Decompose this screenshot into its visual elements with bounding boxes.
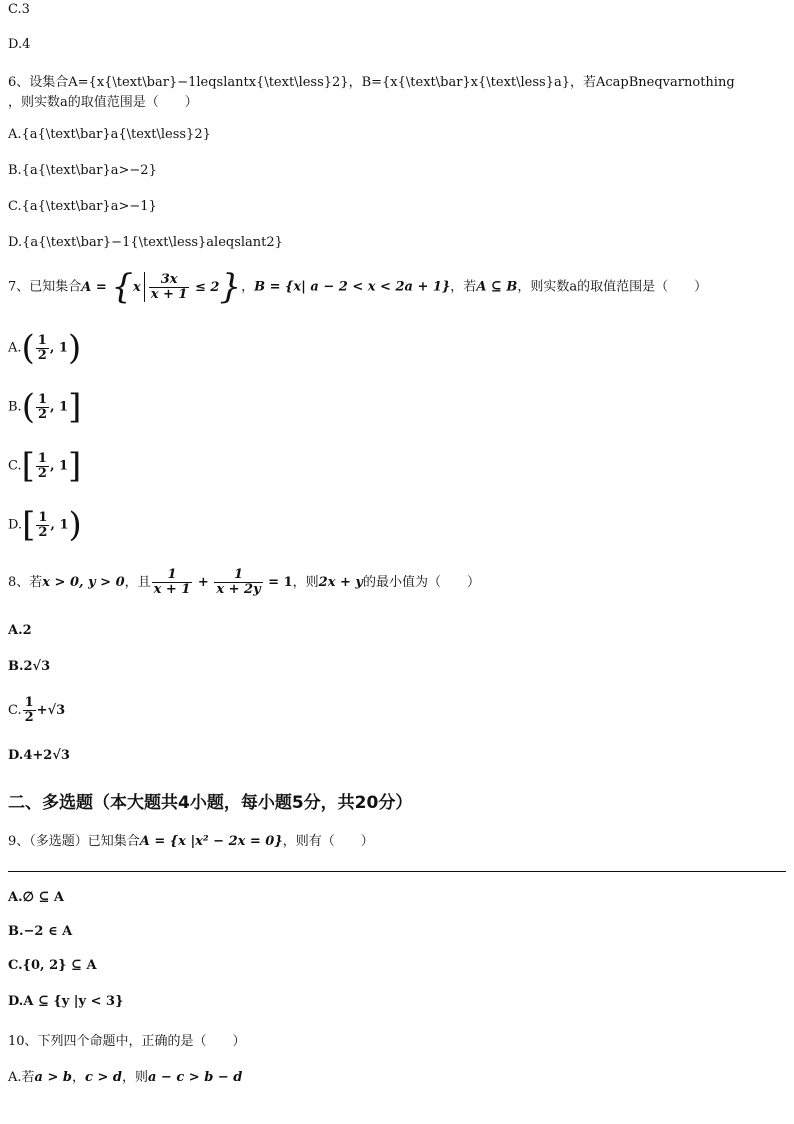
q9-option-d: D.A ⊆ {y |y < 3}: [8, 994, 124, 1009]
q9-option-b: B.−2 ∈ A: [8, 924, 73, 939]
q6-option-d: D.{a{\text\bar}−1{\text\less}aleqslant2}: [8, 235, 283, 250]
divider: [8, 871, 786, 872]
q6-option-a: A.{a{\text\bar}a{\text\less}2}: [8, 127, 211, 142]
q7-option-b: B.( $\frac{1}{2}$ , 1]: [8, 387, 82, 427]
question-9: 9、（多选题）已知集合A = {x |x² − 2x = 0}，则有（ ）: [8, 834, 374, 849]
option-d-prev: D.4: [8, 37, 31, 52]
question-10: 10、下列四个命题中，正确的是（ ）: [8, 1034, 246, 1049]
q6-option-c: C.{a{\text\bar}a>−1}: [8, 199, 157, 214]
q7-option-d: D.[ $\frac{1}{2}$ , 1): [8, 505, 82, 545]
q7-comma: ，: [241, 279, 255, 295]
question-8: 8、若x > 0, y > 0，且 $\frac{1}{x + 1}$ + $\frac{1}{x + 2y}$ = 1，则2x + y的最小值为（ ）: [8, 567, 480, 597]
option-c-prev: C.3: [8, 2, 30, 17]
question-6-cont: ，则实数a的取值范围是（ ）: [8, 95, 198, 110]
q10-option-a: A.若a > b，c > d，则a − c > b − d: [8, 1070, 243, 1085]
q8-option-d: D.4+2√3: [8, 748, 70, 763]
q9-option-c: C.{0, 2} ⊆ A: [8, 958, 97, 973]
q8-option-c: C. $\frac{1}{2}$ +√3: [8, 695, 66, 725]
question-6: 6、设集合A={x{\text\bar}−1leqslantx{\text\less}2}，B={x{\text\bar}x{\text\less}a}，若AcapBneqvarnothing: [8, 75, 735, 90]
q7-prefix: 7、已知集合: [8, 279, 82, 295]
q9-option-a: A.∅ ⊆ A: [8, 890, 64, 905]
q7-set-a: A = {x $\frac{3x}{x + 1}$ ≤ 2}: [81, 267, 242, 307]
q8-option-a: A.2: [8, 623, 32, 638]
q6-option-b: B.{a{\text\bar}a>−2}: [8, 163, 157, 178]
q7-set-b: B = {x| a − 2 < x < 2a + 1}: [254, 279, 451, 295]
question-7: 7、已知集合A = {x $\frac{3x}{x + 1}$ ≤ 2}，B = {x| a − 2 < x < 2a + 1}，若A ⊆ B，则实数a的取值范围是（ ）: [8, 267, 708, 307]
q7-option-a: A.( $\frac{1}{2}$ , 1): [8, 328, 82, 368]
q8-option-b: B.2√3: [8, 659, 51, 674]
section-2-heading: 二、多选题（本大题共4小题，每小题5分，共20分）: [8, 793, 413, 813]
q7-option-c: C.[ $\frac{1}{2}$ , 1]: [8, 446, 82, 486]
